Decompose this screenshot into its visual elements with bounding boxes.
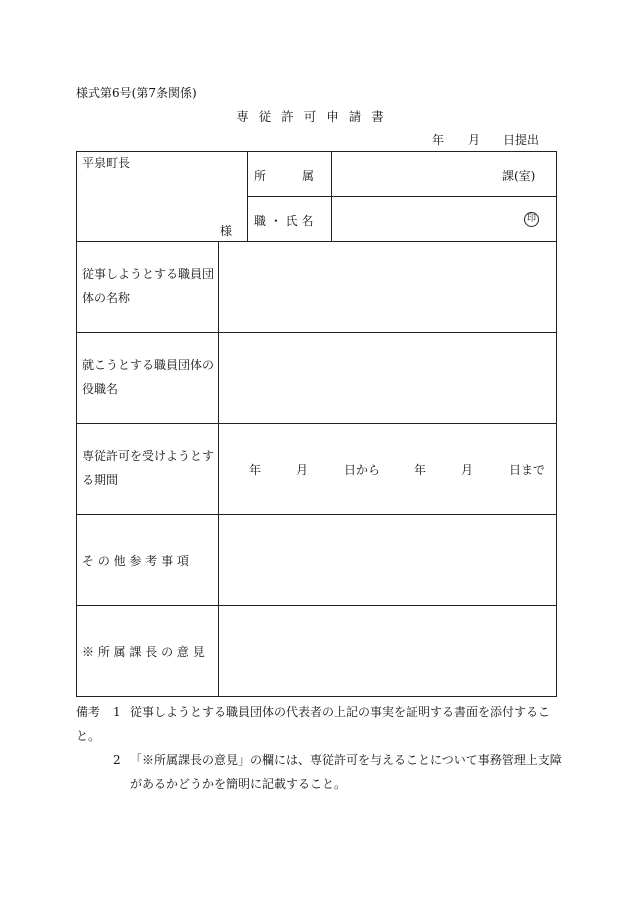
period-start-month: 月 <box>296 463 309 477</box>
table-border-bottom <box>76 696 557 697</box>
seal-mark-icon: 印 <box>524 212 539 227</box>
period-end-day: 日まで <box>509 463 546 477</box>
submit-day-label: 日提出 <box>503 133 540 147</box>
honorific-label: 様 <box>220 224 233 238</box>
permission-period-field[interactable] <box>219 424 556 514</box>
affiliation-label: 所 属 <box>254 169 315 183</box>
notes-prefix: 備考 <box>76 705 101 719</box>
period-end-year: 年 <box>414 463 427 477</box>
section-chief-opinion-field[interactable] <box>219 606 556 696</box>
table-border-right <box>556 151 557 697</box>
period-start-year: 年 <box>249 463 262 477</box>
addressee-label: 平泉町長 <box>82 156 131 170</box>
affiliation-suffix-label: 課(室) <box>502 169 536 183</box>
organization-name-label: 従事しようとする職員団体の名称 <box>82 267 215 305</box>
period-end-month: 月 <box>461 463 474 477</box>
position-name-field[interactable] <box>332 197 556 241</box>
note-2-text: 「※所属課長の意見」の欄には、専従許可を与えることについて事務管理上支障 <box>130 753 562 767</box>
note-1-continuation: と。 <box>76 729 101 743</box>
union-position-field[interactable] <box>219 333 556 423</box>
organization-name-field[interactable] <box>219 242 556 332</box>
note-1-number: 1 <box>113 705 121 719</box>
other-reference-field[interactable] <box>219 515 556 605</box>
submit-year-label: 年 <box>432 133 445 147</box>
table-border-left <box>76 151 77 697</box>
note-2-number: 2 <box>113 753 121 767</box>
permission-period-label: 専従許可を受けようとする期間 <box>82 449 215 487</box>
position-name-label: 職 ・ 氏 名 <box>254 214 314 228</box>
section-chief-opinion-label: ※ 所 属 課 長 の 意 見 <box>82 645 205 659</box>
document-title: 専従許可申請書 <box>236 109 394 124</box>
period-start-day: 日から <box>344 463 381 477</box>
note-2-continuation: があるかどうかを簡明に記載すること。 <box>130 777 347 791</box>
submit-month-label: 月 <box>468 133 481 147</box>
note-1-text: 従事しようとする職員団体の代表者の上記の事実を証明する書面を添付するこ <box>130 705 551 719</box>
header-column-divider <box>247 151 248 241</box>
other-reference-label: そ の 他 参 考 事 項 <box>82 554 189 568</box>
form-number-label: 様式第6号(第7条関係) <box>76 86 197 100</box>
union-position-label: 就こうとする職員団体の役職名 <box>82 358 215 396</box>
